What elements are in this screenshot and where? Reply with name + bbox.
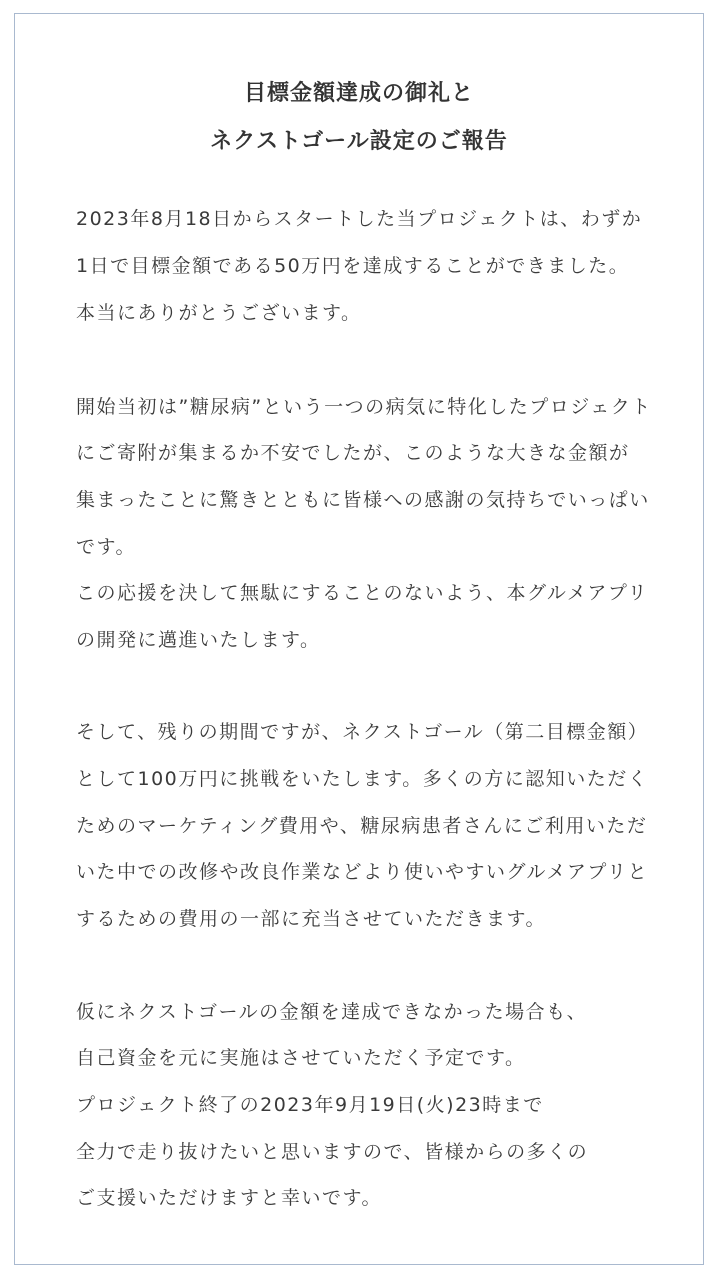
paragraph-1-line-3: 本当にありがとうございます。: [76, 302, 362, 324]
paragraph-2-line-1: 開始当初は”糖尿病”という一つの病気に特化したプロジェクト: [76, 396, 652, 418]
paragraph-2-line-6: の開発に邁進いたします。: [76, 629, 321, 651]
paragraph-3-line-5: するための費用の一部に充当させていただきます。: [76, 908, 546, 930]
paragraph-1-line-2: 1日で目標金額である50万円を達成することができました。: [76, 255, 630, 277]
paragraph-4-line-4: 全力で走り抜けたいと思いますので、皆様からの多くの: [76, 1141, 589, 1163]
title-line-2: ネクストゴール設定のご報告: [210, 129, 508, 154]
announcement-card: [14, 13, 704, 1265]
paragraph-2-line-3: 集まったことに驚きとともに皆様への感謝の気持ちでいっぱい: [76, 489, 650, 511]
paragraph-3-line-2: として100万円に挑戦をいたします。多くの方に認知いただく: [76, 768, 649, 790]
paragraph-2-line-4: です。: [76, 536, 136, 558]
paragraph-4-line-5: ご支援いただけますと幸いです。: [76, 1187, 382, 1209]
paragraph-3-line-3: ためのマーケティング費用や、糖尿病患者さんにご利用いただ: [76, 815, 648, 837]
paragraph-2-line-5: この応援を決して無駄にすることのないよう、本グルメアプリ: [76, 582, 649, 604]
paragraph-4-line-2: 自己資金を元に実施はさせていただく予定です。: [76, 1047, 526, 1069]
paragraph-3-line-1: そして、残りの期間ですが、ネクストゴール（第二目標金額）: [76, 721, 649, 743]
paragraph-4-line-1: 仮にネクストゴールの金額を達成できなかった場合も、: [76, 1001, 588, 1023]
paragraph-1-line-1: 2023年8月18日からスタートした当プロジェクトは、わずか: [76, 208, 643, 230]
title-line-1: 目標金額達成の御礼と: [243, 81, 474, 106]
paragraph-4-line-3: プロジェクト終了の2023年9月19日(火)23時まで: [76, 1094, 544, 1116]
paragraph-2-line-2: にご寄附が集まるか不安でしたが、このような大きな金額が: [76, 442, 630, 464]
paragraph-3-line-4: いた中での改修や改良作業などより使いやすいグルメアプリと: [76, 861, 649, 883]
